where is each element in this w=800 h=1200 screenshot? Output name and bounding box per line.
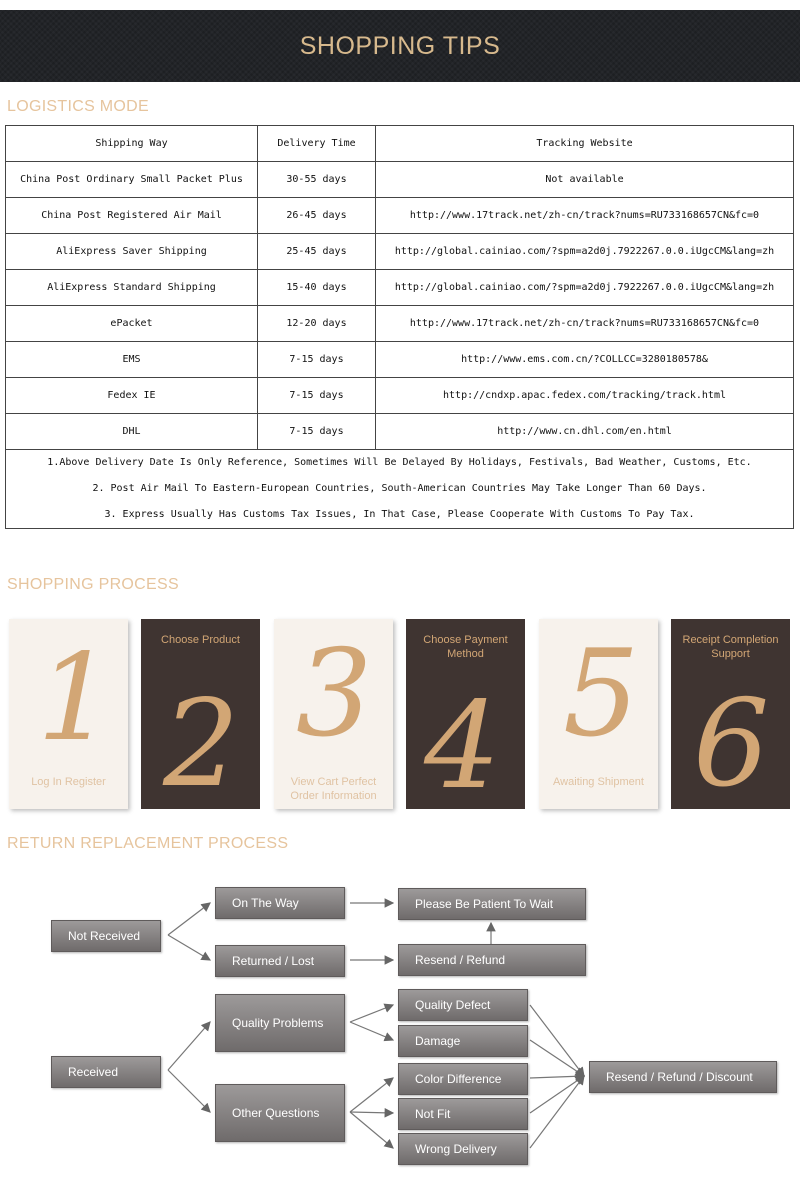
delivery-time-cell: 30-55 days [258, 162, 376, 198]
table-row [6, 414, 794, 450]
shopping-process-section-title: SHOPPING PROCESS [7, 576, 179, 593]
shipping-way-cell: AliExpress Standard Shipping [6, 270, 258, 306]
flow-resend-refund-discount: Resend / Refund / Discount [589, 1061, 777, 1093]
notes-cell [6, 450, 794, 529]
logistics-table [5, 125, 794, 529]
step-label: Log In Register [31, 776, 106, 788]
delivery-time-cell: 26-45 days [258, 198, 376, 234]
step-card-5 [539, 619, 658, 809]
table-header-row [6, 126, 794, 162]
step-label: Receipt Completion Support [682, 634, 779, 660]
table-row [6, 234, 794, 270]
note-3: 3. Express Usually Has Customs Tax Issues, In That Case, Please Cooperate With Customs To Pay Tax. [104, 509, 695, 520]
shipping-way-cell: China Post Ordinary Small Packet Plus [6, 162, 258, 198]
shipping-way-cell: ePacket [6, 306, 258, 342]
delivery-time-cell: 7-15 days [258, 342, 376, 378]
delivery-time-cell: 7-15 days [258, 414, 376, 450]
note-1: 1.Above Delivery Date Is Only Reference, Sometimes Will Be Delayed By Holidays, Festivals, Bad Weather, Customs, Etc. [47, 457, 752, 468]
note-2: 2. Post Air Mail To Eastern-European Countries, South-American Countries May Take Longer Than 60 Days. [92, 483, 707, 494]
page-title: SHOPPING TIPS [299, 31, 501, 60]
delivery-time-cell: 12-20 days [258, 306, 376, 342]
table-row [6, 270, 794, 306]
flow-on-the-way: On The Way [215, 887, 345, 919]
step-label: View Cart Perfect Order Information [290, 776, 377, 802]
step-card-6 [671, 619, 790, 809]
shipping-way-cell: AliExpress Saver Shipping [6, 234, 258, 270]
tracking-website-cell: http://www.17track.net/zh-cn/track?nums=RU733168657CN&fc=0 [376, 306, 794, 342]
step-digit: 2 [163, 675, 240, 809]
flow-color-difference: Color Difference [398, 1063, 528, 1095]
step-card-4 [406, 619, 525, 809]
header-banner [0, 10, 800, 82]
step-card-3 [274, 619, 393, 809]
tracking-website-cell: http://global.cainiao.com/?spm=a2d0j.7922267.0.0.iUgcCM&lang=zh [376, 270, 794, 306]
logistics-section-title: LOGISTICS MODE [7, 98, 149, 115]
header-delivery-time: Delivery Time [258, 126, 376, 162]
tracking-website-cell: http://global.cainiao.com/?spm=a2d0j.7922267.0.0.iUgcCM&lang=zh [376, 234, 794, 270]
step-label: Choose Product [161, 634, 240, 646]
tracking-website-cell: http://www.17track.net/zh-cn/track?nums=RU733168657CN&fc=0 [376, 198, 794, 234]
header-tracking-website: Tracking Website [376, 126, 794, 162]
shipping-way-cell: DHL [6, 414, 258, 450]
step-digit: 5 [563, 625, 640, 764]
step-label: Choose Payment Method [423, 634, 508, 660]
flow-be-patient: Please Be Patient To Wait [398, 888, 586, 920]
step-card-1 [9, 619, 128, 809]
table-row [6, 342, 794, 378]
tracking-website-cell: http://www.ems.com.cn/?COLLCC=3280180578& [376, 342, 794, 378]
shipping-way-cell: Fedex IE [6, 378, 258, 414]
delivery-time-cell: 15-40 days [258, 270, 376, 306]
tracking-website-cell: http://www.cn.dhl.com/en.html [376, 414, 794, 450]
step-card-2 [141, 619, 260, 809]
tracking-website-cell: http://cndxp.apac.fedex.com/tracking/track.html [376, 378, 794, 414]
shipping-way-cell: China Post Registered Air Mail [6, 198, 258, 234]
tracking-website-cell: Not available [376, 162, 794, 198]
delivery-time-cell: 25-45 days [258, 234, 376, 270]
header-shipping-way: Shipping Way [6, 126, 258, 162]
flow-other-questions: Other Questions [215, 1084, 345, 1142]
step-label: Awaiting Shipment [553, 776, 644, 788]
table-row [6, 306, 794, 342]
delivery-time-cell: 7-15 days [258, 378, 376, 414]
step-digit: 6 [693, 675, 770, 809]
flow-resend-refund: Resend / Refund [398, 944, 586, 976]
flow-quality-problems: Quality Problems [215, 994, 345, 1052]
flow-quality-defect: Quality Defect [398, 989, 528, 1021]
table-row [6, 198, 794, 234]
table-row [6, 378, 794, 414]
step-digit: 4 [424, 677, 501, 809]
flow-not-received: Not Received [51, 920, 161, 952]
flow-received: Received [51, 1056, 161, 1088]
table-row [6, 162, 794, 198]
shipping-way-cell: EMS [6, 342, 258, 378]
flow-damage: Damage [398, 1025, 528, 1057]
notes-row [6, 450, 794, 529]
flow-returned-lost: Returned / Lost [215, 945, 345, 977]
flow-not-fit: Not Fit [398, 1098, 528, 1130]
return-process-section-title: RETURN REPLACEMENT PROCESS [7, 835, 289, 852]
step-digit: 1 [37, 629, 114, 768]
step-digit: 3 [296, 625, 373, 764]
flow-wrong-delivery: Wrong Delivery [398, 1133, 528, 1165]
